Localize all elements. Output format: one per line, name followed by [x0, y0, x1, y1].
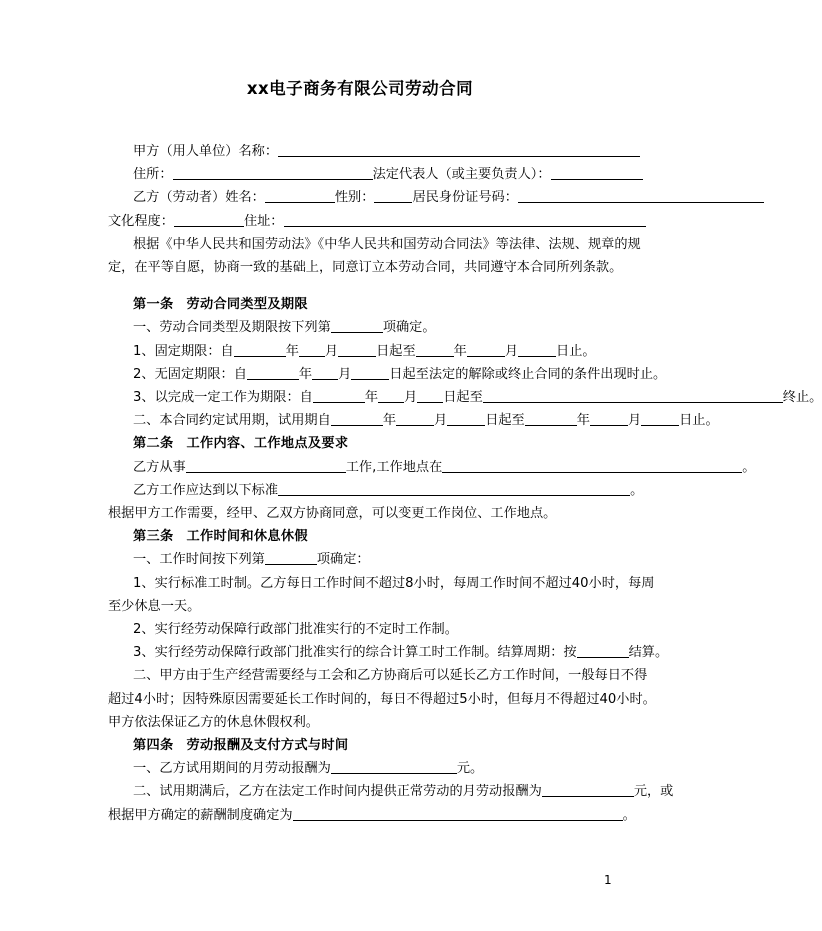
section-1-item-1 — [108, 316, 614, 339]
s1-i4-end: 终止。 — [782, 390, 822, 406]
section-3-item-2-line-2: 至少休息一天。 — [108, 598, 201, 614]
party-b-name-input[interactable] — [265, 188, 335, 203]
s2-job-input[interactable] — [186, 458, 346, 473]
s1-i2-year-end[interactable] — [416, 342, 454, 357]
legal-rep-label: 法定代表人（或主要负责人）： — [372, 167, 551, 183]
page-title: xx电子商务有限公司劳动合同 — [246, 79, 474, 98]
s2-standard-input[interactable] — [278, 481, 630, 496]
s1-i5-year-start[interactable] — [331, 411, 383, 426]
s2-i1-end: 。 — [742, 459, 756, 475]
s1-i4-mid: 日起至 — [443, 390, 483, 406]
party-a-name-input[interactable] — [278, 142, 640, 157]
s1-i4-month-label: 月 — [404, 390, 418, 406]
s1-i4-pre: 3、以完成一定工作为期限：自 — [133, 390, 313, 406]
s1-i2-year-start[interactable] — [234, 342, 286, 357]
s1-i2-month-label: 月 — [324, 343, 339, 359]
page-number: 1 — [604, 873, 612, 887]
field-party-b-name-gender-id — [108, 186, 614, 209]
residence-input[interactable] — [284, 212, 646, 227]
section-heading-3 — [108, 525, 614, 548]
section-3-item-5-line-3: 甲方依法保证乙方的休息休假权利。 — [108, 714, 319, 730]
s1-i5-day-start[interactable] — [447, 411, 485, 426]
s1-i4-condition-input[interactable] — [483, 388, 783, 403]
s1-i3-day[interactable] — [351, 365, 389, 380]
section-1-item-4 — [108, 386, 822, 409]
section-2-heading: 工作内容、工作地点及要求 — [186, 436, 349, 452]
s1-i3-month-label: 月 — [338, 366, 352, 382]
s1-i5-month-start[interactable] — [396, 411, 434, 426]
gender-input[interactable] — [374, 188, 412, 203]
s1-i2-year2-label: 年 — [453, 343, 467, 359]
section-1-heading: 劳动合同类型及期限 — [186, 297, 308, 313]
party-b-name-label: 乙方（劳动者）姓名： — [133, 190, 265, 206]
section-1-item-5 — [108, 409, 719, 432]
s1-i4-day[interactable] — [417, 388, 443, 403]
section-4-item-2-line-1 — [108, 780, 674, 803]
section-3-heading: 工作时间和休息休假 — [186, 529, 308, 545]
section-2-item-2 — [108, 479, 644, 502]
section-3-number: 第三条 — [133, 529, 174, 545]
s2-i2-pre: 乙方工作应达到以下标准 — [133, 482, 279, 498]
s3-i4-pre: 3、实行经劳动保障行政部门批准实行的综合计算工时工作制。结算周期：按 — [133, 645, 577, 661]
s1-i2-day-start[interactable] — [338, 342, 376, 357]
s4-regular-salary-input[interactable] — [542, 782, 634, 797]
address-input[interactable] — [173, 165, 373, 180]
s3-settlement-cycle-input[interactable] — [577, 643, 629, 658]
s3-i4-post: 结算。 — [628, 645, 669, 661]
s1-i5-pre: 二、本合同约定试用期，试用期自 — [133, 413, 331, 429]
section-3-item-5-line-1: 二、甲方由于生产经营需要经与工会和乙方协商后可以延长乙方工作时间，一般每日不得 — [133, 668, 648, 684]
section-3-item-5-line-2: 超过4小时；因特殊原因需要延长工作时间的，每日不得超过5小时，但每月不得超过40小时。 — [108, 691, 656, 707]
section-4-heading: 劳动报酬及支付方式与时间 — [186, 738, 349, 754]
s2-i1-mid: 工作,工作地点在 — [345, 459, 443, 475]
s1-i2-year-label: 年 — [285, 343, 299, 359]
s1-i5-end: 日止。 — [679, 413, 719, 429]
field-address-and-legal-rep — [108, 163, 614, 186]
s4-i2-pre: 二、试用期满后，乙方在法定工作时间内提供正常劳动的月劳动报酬为 — [133, 784, 542, 800]
s4-probation-salary-input[interactable] — [331, 759, 457, 774]
s1-i4-year[interactable] — [313, 388, 365, 403]
section-1-item-2 — [108, 340, 614, 363]
s1-i1-option-input[interactable] — [331, 318, 383, 333]
legal-rep-input[interactable] — [551, 165, 643, 180]
section-3-item-1 — [108, 548, 614, 571]
s1-i4-year-label: 年 — [364, 390, 379, 406]
section-heading-4 — [108, 734, 614, 757]
s1-i5-month-end[interactable] — [590, 411, 628, 426]
field-education-and-residence — [108, 210, 614, 233]
document-body — [108, 140, 822, 827]
id-number-input[interactable] — [518, 188, 764, 203]
s4-i2-post: 元，或 — [633, 784, 674, 800]
education-input[interactable] — [174, 212, 244, 227]
s4-i1-pre: 一、乙方试用期间的月劳动报酬为 — [133, 761, 331, 777]
field-party-a-name — [108, 140, 614, 163]
s1-i5-day-end[interactable] — [641, 411, 679, 426]
s1-i5-month2-label: 月 — [627, 413, 642, 429]
s3-i1-pre: 一、工作时间按下列第 — [133, 552, 265, 568]
s4-i2b-post: 。 — [622, 807, 636, 823]
section-1-item-3 — [108, 363, 667, 386]
s1-i1-post: 项确定。 — [382, 320, 436, 336]
s1-i2-mid: 日起至 — [376, 343, 416, 359]
gender-label: 性别： — [334, 190, 375, 206]
s1-i3-pre: 2、无固定期限：自 — [133, 366, 247, 382]
section-4-item-2-line-2 — [108, 804, 636, 827]
s1-i5-year-end[interactable] — [525, 411, 577, 426]
s1-i2-month-end[interactable] — [467, 342, 505, 357]
s4-salary-system-input[interactable] — [293, 806, 623, 821]
section-heading-2 — [108, 432, 614, 455]
s4-i2b-pre: 根据甲方确定的薪酬制度确定为 — [108, 807, 293, 823]
s3-i1-post: 项确定： — [316, 552, 370, 568]
preamble-line-1: 根据《中华人民共和国劳动法》《中华人民共和国劳动合同法》等法律、法规、规章的规 — [133, 236, 641, 252]
section-2-number: 第二条 — [133, 436, 174, 452]
s1-i2-day-end[interactable] — [518, 342, 556, 357]
s1-i2-end: 日止。 — [556, 343, 596, 359]
s1-i5-year2-label: 年 — [576, 413, 590, 429]
section-4-item-1 — [108, 757, 614, 780]
s4-i1-post: 元。 — [456, 761, 484, 777]
s1-i2-pre: 1、固定期限：自 — [133, 343, 234, 359]
s1-i1-pre: 一、劳动合同类型及期限按下列第 — [133, 320, 331, 336]
residence-label: 住址： — [243, 213, 284, 229]
section-3-item-2-line-1: 1、实行标准工时制。乙方每日工作时间不超过8小时，每周工作时间不超过40小时，每周 — [133, 575, 655, 591]
s1-i3-post: 日起至法定的解除或终止合同的条件出现时止。 — [389, 366, 667, 382]
preamble-line-2: 定，在平等自愿，协商一致的基础上，同意订立本劳动合同，共同遵守本合同所列条款。 — [108, 260, 623, 276]
section-heading-1 — [108, 293, 614, 316]
education-label: 文化程度： — [108, 213, 174, 229]
section-1-number: 第一条 — [133, 297, 174, 313]
s1-i5-month-label: 月 — [434, 413, 448, 429]
party-a-name-label: 甲方（用人单位）名称： — [133, 144, 279, 159]
address-label: 住所： — [133, 167, 173, 183]
s2-worksite-input[interactable] — [442, 458, 742, 473]
s1-i5-year-label: 年 — [382, 413, 396, 429]
s2-i2-end: 。 — [630, 482, 644, 498]
s1-i4-month[interactable] — [378, 388, 404, 403]
section-2-item-1 — [108, 456, 756, 479]
s1-i3-year[interactable] — [247, 365, 299, 380]
id-number-label: 居民身份证号码： — [412, 190, 518, 206]
s1-i3-year-label: 年 — [298, 366, 313, 382]
s2-i1-pre: 乙方从事 — [133, 459, 186, 475]
s3-i1-option-input[interactable] — [265, 550, 317, 565]
section-3-item-4 — [108, 641, 669, 664]
s1-i2-month-start[interactable] — [299, 342, 325, 357]
section-4-number: 第四条 — [133, 738, 174, 754]
s1-i5-mid: 日起至 — [485, 413, 525, 429]
s1-i2-month2-label: 月 — [504, 343, 519, 359]
s1-i3-month[interactable] — [312, 365, 338, 380]
section-3-item-3: 2、实行经劳动保障行政部门批准实行的不定时工作制。 — [133, 622, 458, 638]
section-2-item-3: 根据甲方工作需要，经甲、乙双方协商同意，可以变更工作岗位、工作地点。 — [108, 506, 557, 522]
